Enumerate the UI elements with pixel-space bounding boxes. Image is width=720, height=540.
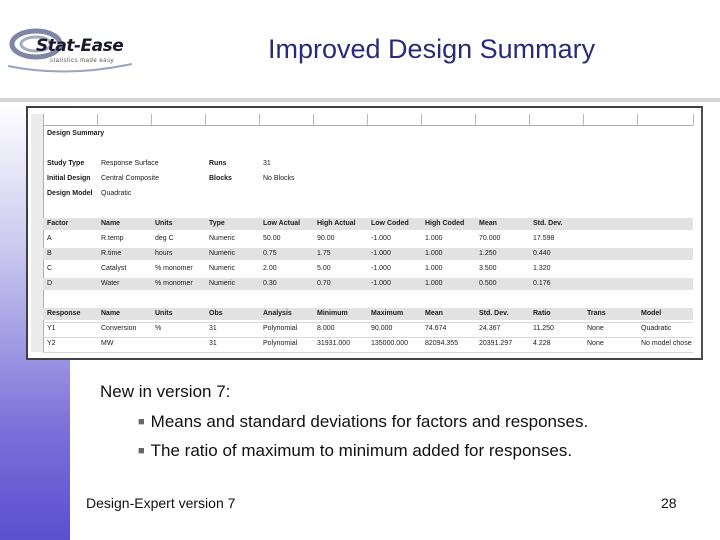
table-cell: 1.000 (425, 280, 443, 287)
table-cell: Std. Dev. (533, 220, 563, 227)
table-cell: High Actual (317, 220, 356, 227)
table-cell: 0.30 (263, 280, 277, 287)
table-cell: C (47, 265, 53, 272)
table-cell: Maximum (371, 310, 404, 317)
table-cell: Polynomial (263, 340, 298, 347)
title-divider (0, 98, 720, 102)
table-cell: 1.75 (317, 250, 331, 257)
row-band (43, 248, 693, 260)
table-cell: Trans (587, 310, 606, 317)
table-cell: Std. Dev. (479, 310, 509, 317)
table-cell: High Coded (425, 220, 465, 227)
table-caption: Design Summary (47, 130, 105, 137)
table-cell: 135000.000 (371, 340, 408, 347)
table-cell: Mean (479, 220, 497, 227)
table-cell: 0.176 (533, 280, 551, 287)
table-cell: R.temp (101, 235, 124, 242)
table-cell: Type (209, 220, 225, 227)
table-cell: 82094.355 (425, 340, 459, 347)
bullet-text: The ratio of maximum to minimum added for responses. (150, 441, 573, 460)
table-cell: 0.440 (533, 250, 551, 257)
table-cell: 70.000 (479, 235, 501, 242)
column-header-cell (475, 114, 530, 125)
table-cell: 31931.000 (317, 340, 351, 347)
table-cell: % monomer (155, 280, 193, 287)
table-cell: Numeric (209, 250, 236, 257)
table-cell: MW (101, 340, 114, 347)
footer-label: Design-Expert version 7 (86, 495, 236, 511)
table-cell: Quadratic (101, 190, 132, 197)
square-bullet-icon: ■ (138, 445, 145, 457)
table-cell: Mean (425, 310, 443, 317)
table-cell: Central Composite (101, 175, 159, 182)
table-cell: 4.228 (533, 340, 551, 347)
table-cell: Model (641, 310, 662, 317)
table-cell: -1.000 (371, 250, 391, 257)
table-cell: No model chose (641, 340, 692, 347)
table-cell: Analysis (263, 310, 292, 317)
table-cell: Study Type (47, 160, 85, 167)
table-cell: Catalyst (101, 265, 127, 272)
table-cell: 2.00 (263, 265, 277, 272)
table-cell: Numeric (209, 235, 236, 242)
row-divider (43, 322, 693, 323)
table-cell: 74.674 (425, 325, 447, 332)
table-cell: -1.000 (371, 265, 391, 272)
table-cell: Water (101, 280, 120, 287)
table-cell: Conversion (101, 325, 137, 332)
row-divider (43, 337, 693, 338)
table-cell: None (587, 325, 604, 332)
table-cell: 1.250 (479, 250, 497, 257)
bullet-item (138, 412, 588, 432)
column-header-cell (367, 114, 422, 125)
table-cell: Ratio (533, 310, 551, 317)
table-cell: Low Coded (371, 220, 409, 227)
table-cell: 1.000 (425, 265, 443, 272)
table-cell: 20391.297 (479, 340, 513, 347)
row-band (43, 218, 693, 230)
design-summary-screenshot (26, 106, 703, 360)
table-cell: Polynomial (263, 325, 298, 332)
table-cell: None (587, 340, 604, 347)
column-header-cell (259, 114, 314, 125)
stat-ease-logo (6, 26, 136, 74)
table-cell: deg C (155, 235, 174, 242)
table-cell: R.time (101, 250, 122, 257)
page-number: 28 (661, 495, 677, 511)
table-cell: 50.00 (263, 235, 281, 242)
table-cell: Low Actual (263, 220, 301, 227)
table-cell: 31 (209, 325, 217, 332)
table-cell: 1.320 (533, 265, 551, 272)
table-cell: 0.75 (263, 250, 277, 257)
table-cell: % monomer (155, 265, 193, 272)
table-cell: 31 (209, 340, 217, 347)
notes-intro: New in version 7: (100, 382, 231, 401)
column-header-cell (637, 114, 694, 125)
logo-wordmark: Stat-Ease (36, 36, 124, 56)
table-cell: 0.500 (479, 280, 497, 287)
table-cell: Name (101, 220, 121, 227)
column-header-cell (151, 114, 206, 125)
column-header-cell (529, 114, 584, 125)
table-cell: 0.70 (317, 280, 331, 287)
table-cell: 8.000 (317, 325, 335, 332)
table-cell: 31 (263, 160, 271, 167)
table-cell: Blocks (209, 175, 232, 182)
table-cell: 24.367 (479, 325, 501, 332)
table-cell: Units (155, 220, 173, 227)
table-cell: % (155, 325, 162, 332)
logo-tagline: statistics made easy (50, 58, 115, 64)
table-cell: No Blocks (263, 175, 295, 182)
table-cell: Y2 (47, 340, 56, 347)
table-cell: 5.00 (317, 265, 331, 272)
table-cell: Quadratic (641, 325, 672, 332)
row-band (43, 278, 693, 290)
slide-title: Improved Design Summary (268, 34, 596, 64)
table-cell: Response (47, 310, 81, 317)
table-cell: 3.500 (479, 265, 497, 272)
table-cell: Name (101, 310, 121, 317)
table-cell: 90.00 (317, 235, 335, 242)
column-header-bar (43, 114, 693, 126)
table-cell: 11.250 (533, 325, 554, 332)
row-divider (43, 352, 693, 353)
design-summary-grid (42, 114, 693, 352)
bullet-item (138, 441, 572, 461)
table-cell: Minimum (317, 310, 348, 317)
table-cell: Units (155, 310, 173, 317)
table-cell: Runs (209, 160, 227, 167)
table-cell: -1.000 (371, 280, 391, 287)
table-cell: Factor (47, 220, 69, 227)
table-cell: Obs (209, 310, 223, 317)
table-cell: Numeric (209, 265, 236, 272)
table-cell: 1.000 (425, 250, 443, 257)
table-cell: Design Model (47, 190, 93, 197)
column-header-cell (43, 114, 98, 125)
bullet-text: Means and standard deviations for factors and responses. (150, 412, 589, 431)
square-bullet-icon: ■ (138, 416, 145, 428)
table-cell: 17.598 (533, 235, 555, 242)
table-cell: Numeric (209, 280, 236, 287)
table-cell: Response Surface (101, 160, 159, 167)
column-header-cell (421, 114, 476, 125)
table-cell: D (47, 280, 53, 287)
table-cell: B (47, 250, 52, 257)
table-cell: Initial Design (47, 175, 91, 182)
table-cell: -1.000 (371, 235, 391, 242)
column-header-cell (205, 114, 260, 125)
column-header-cell (313, 114, 368, 125)
column-header-cell (97, 114, 152, 125)
table-cell: A (47, 235, 52, 242)
table-cell: hours (155, 250, 173, 257)
table-cell: 1.000 (425, 235, 443, 242)
column-header-cell (583, 114, 638, 125)
table-cell: Y1 (47, 325, 56, 332)
table-cell: 90.000 (371, 325, 393, 332)
